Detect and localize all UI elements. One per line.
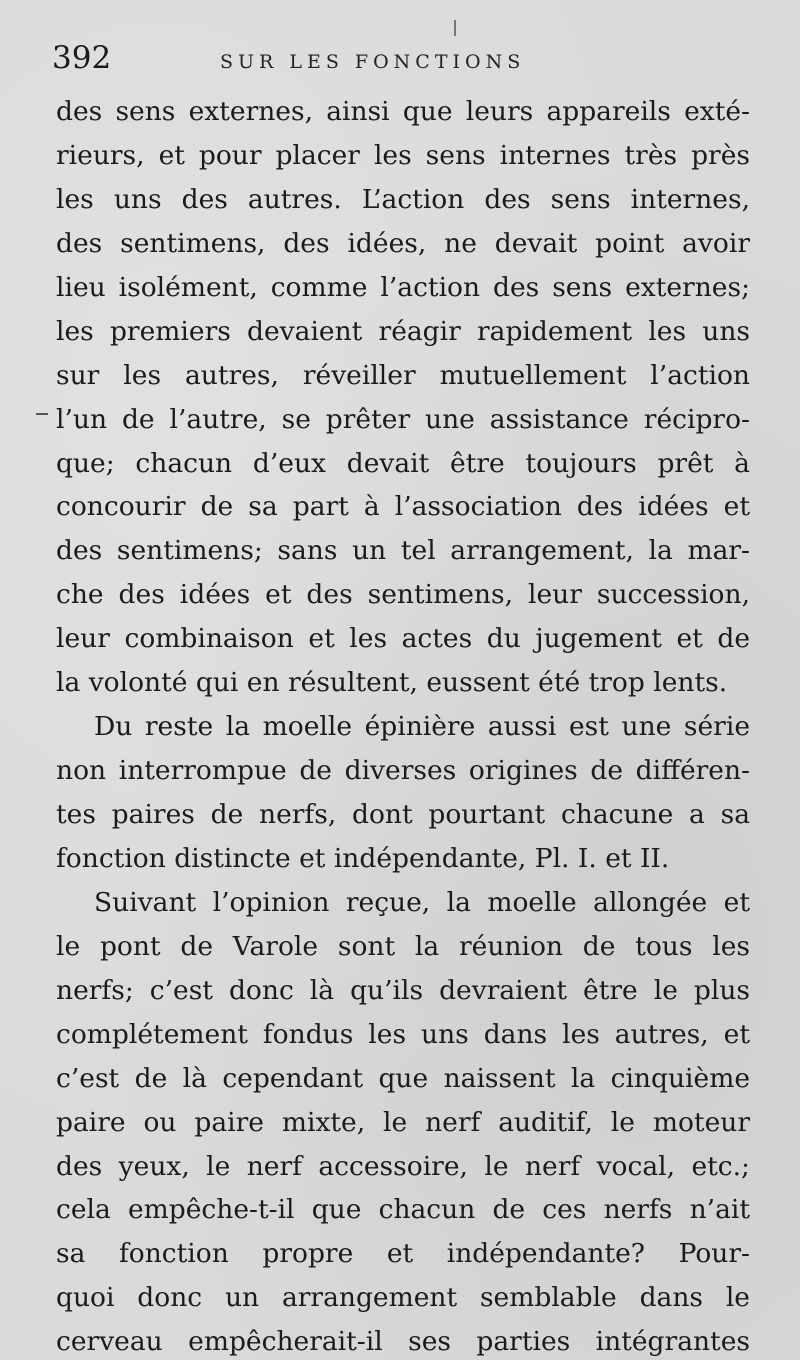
text-line: concourir de sa part à l’association des idées et (56, 491, 750, 523)
text-line: cela empêche-t-il que chacun de ces nerfs n’ait (56, 1194, 750, 1226)
paragraph-first-line: Suivant l’opinion reçue, la moelle allongée et (94, 886, 750, 918)
text-line: des yeux, le nerf accessoire, le nerf vocal, etc.; (56, 1150, 750, 1182)
text-line: cerveau empêcherait-il ses parties intégrantes (56, 1326, 750, 1358)
top-margin-mark (454, 20, 456, 36)
text-line: le pont de Varole sont la réunion de tous les (56, 930, 750, 962)
paragraph-first-line: Du reste la moelle épinière aussi est une série (94, 711, 750, 743)
text-line: sa fonction propre et indépendante? Pour- (56, 1238, 750, 1270)
text-line: non interrompue de diverses origines de différen- (56, 755, 750, 787)
text-line: sur les autres, réveiller mutuellement l’action (56, 359, 750, 391)
text-body (56, 90, 750, 1360)
text-line: complétement fondus les uns dans les autres, et (56, 1018, 750, 1050)
text-line: tes paires de nerfs, dont pourtant chacune a sa (56, 799, 750, 830)
text-line: lieu isolément, comme l’action des sens externes; (56, 271, 750, 303)
running-head (52, 38, 752, 82)
text-line: des sentimens, des idées, ne devait point avoir (56, 227, 750, 259)
page-number: 392 (52, 40, 112, 76)
text-line: la volonté qui en résultent, eussent été trop lents. (56, 667, 728, 699)
text-line: les premiers devaient réagir rapidement les uns (56, 315, 750, 347)
text-line: quoi donc un arrangement semblable dans le (56, 1282, 750, 1314)
text-line: leur combinaison et les actes du jugement et de (56, 623, 750, 655)
text-line: les uns des autres. L’action des sens internes, (56, 183, 750, 215)
text-line: c’est de là cependant que naissent la cinquième (56, 1062, 750, 1094)
text-line: che des idées et des sentimens, leur succession, (56, 579, 750, 611)
margin-dash-mark (36, 413, 48, 415)
text-line: des sens externes, ainsi que leurs appareils exté- (56, 96, 750, 127)
text-line: paire ou paire mixte, le nerf auditif, le moteur (56, 1106, 750, 1138)
text-line: des sentimens; sans un tel arrangement, la mar- (56, 535, 750, 567)
text-line: rieurs, et pour placer les sens internes très près (56, 139, 750, 171)
text-line: nerfs; c’est donc là qu’ils devraient être le plus (56, 974, 750, 1006)
running-title: SUR LES FONCTIONS (220, 51, 526, 73)
text-line: fonction distincte et indépendante, Pl. I. et II. (56, 842, 670, 874)
text-line: l’un de l’autre, se prêter une assistance récipro- (56, 403, 750, 435)
text-line: que; chacun d’eux devait être toujours prêt à (56, 447, 750, 479)
